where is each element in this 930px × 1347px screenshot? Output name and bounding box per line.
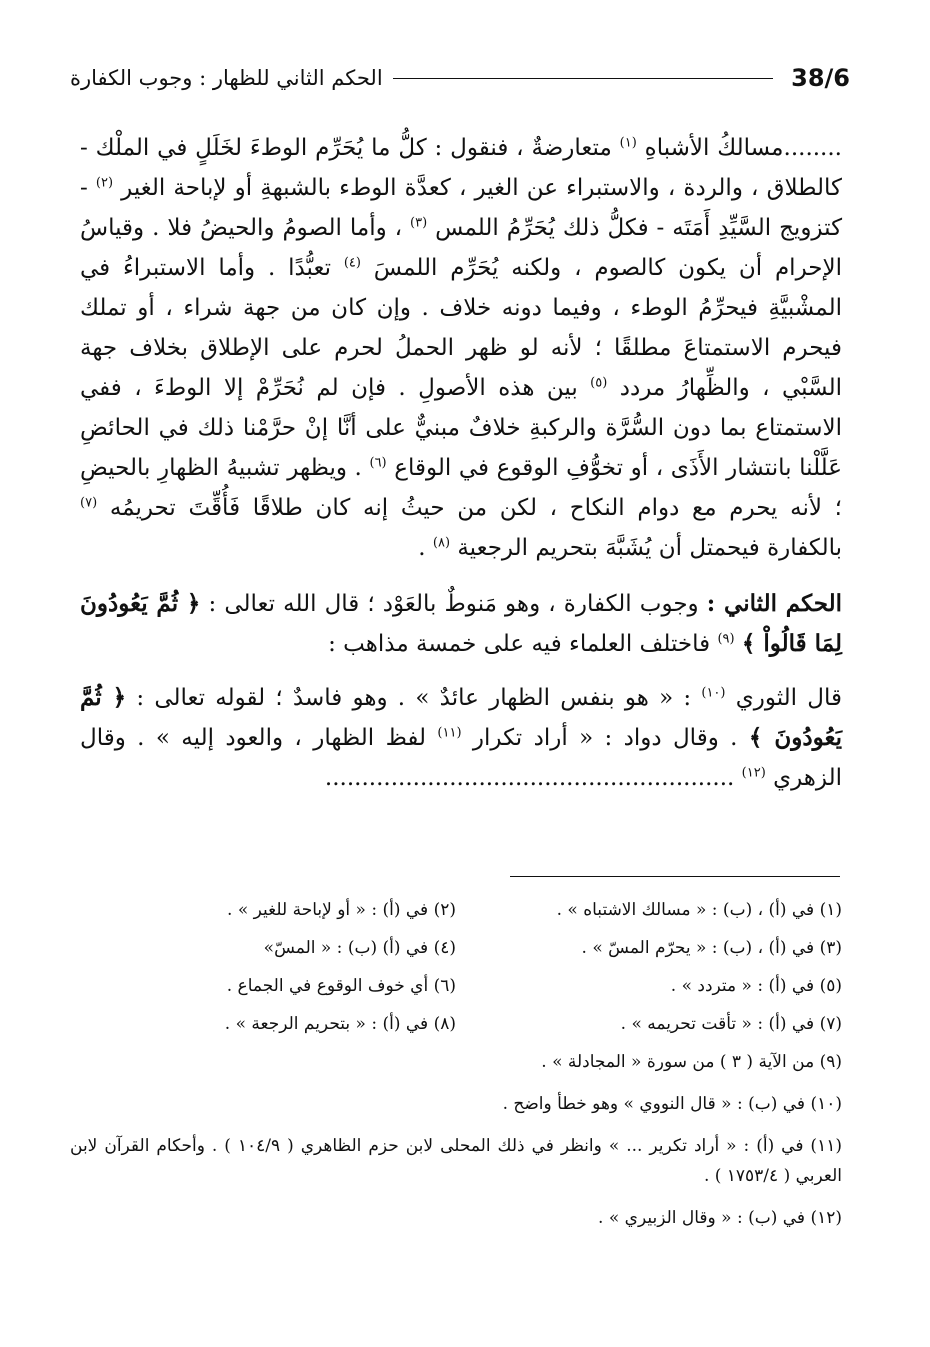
running-header [70, 58, 850, 98]
footnote-ref: (٩) [717, 631, 735, 647]
header-rule [393, 78, 773, 79]
footnote-ref: (٥) [590, 375, 608, 391]
footnote: (١٠) في (ب) : « قال النووي » وهو خطأ واضح . [502, 1094, 842, 1114]
text-run: متعارضةٌ ، فنقول : كلُّ ما يُحَرِّم الوطءَ لخَلَلٍ في الملْك - كالطلاق ، والردة ، والاستبراء عن الغير ، كعدَّة الوطء بالشبهةِ أو لإباحة الغير [80, 135, 842, 201]
text-run: بالكفارة فيحمتل أن يُشَبَّهَ بتحريم الرجعية [457, 535, 842, 561]
footnote-row [70, 1009, 842, 1039]
footnote-ref: (٢) [95, 175, 114, 191]
header-title: الحكم الثاني للظهار : وجوب الكفارة [70, 66, 383, 90]
text-run: : « هو بنفس الظهار عائدٌ » . وهو فاسدٌ ؛ لقوله تعالى : [136, 685, 692, 711]
paragraph-ruling [80, 584, 842, 664]
text-run: لفظ الظهار ، والعود إليه » . وقال الزهري [80, 725, 842, 791]
text-run: قال الثوري [735, 685, 842, 711]
footnote: (٥) في (أ) : « متردد » . [670, 976, 842, 996]
footnote-row [70, 971, 842, 1001]
footnote: (١) في (أ) ، (ب) : « مسالك الاشتباه » . [556, 900, 842, 920]
footnotes [70, 895, 842, 1245]
paragraph-opinions [80, 678, 842, 798]
footnote: (٦) أي خوف الوقوع في الجماع . [226, 976, 456, 996]
footnote: (٩) من الآية ( ٣ ) من سورة « المجادلة » . [541, 1052, 842, 1072]
ruling-label: الحكم الثاني : [706, 590, 843, 617]
text-run: فاختلف العلماء فيه على خمسة مذاهب : [328, 631, 711, 657]
text-run: . [418, 535, 426, 561]
footnote-ref: (١١) [437, 725, 462, 741]
footnote-ref: (٦) [369, 455, 387, 471]
text-run: . وقال دواد : « أراد تكرار [472, 725, 738, 751]
footnote: (٣) في (أ) ، (ب) : « يحرّم المسّ » . [581, 938, 842, 958]
text-run: وجوب الكفارة ، وهو مَنوطٌ بالعَوْد ؛ قال الله تعالى : [208, 591, 699, 617]
footnote-ref: (١) [619, 135, 637, 151]
footnote: (١١) في (أ) : « أراد تكرير ... » وانظر في ذلك المحلى لابن حزم الظاهري ( ١٠٤/٩ ) . وأحكام القرآن لابن العربي ( ١٧٥٣/٤ ) . [70, 1136, 842, 1186]
footnote: (٨) في (أ) : « بتحريم الرجعة » . [224, 1014, 456, 1034]
continuation-dots: ........................................................ [324, 765, 735, 791]
footnote-ref: (٧) [80, 495, 98, 511]
text-run: ........مسالكُ الأشباهِ [644, 135, 842, 161]
paragraph-main [80, 128, 842, 568]
body-text [80, 128, 842, 798]
footnote-row [70, 933, 842, 963]
text-run: . ويظهر تشبيهُ الظهارِ بالحيضِ ؛ لأنه يحرم مع دوام النكاح ، لكن من حيثُ إنه كان طلاقًا فَأُقِّتَ تحريمُه [80, 455, 842, 521]
footnote: (٢) في (أ) : « أو لإباحة للغير » . [227, 900, 456, 920]
quran-verse: ﴿ ثُمَّ يَعُودُونَ لِمَا قَالُواْ ﴾ [80, 590, 842, 657]
footnote-ref: (٤) [343, 255, 361, 271]
footnote: (٧) في (أ) : « تأقت تحريمه » . [620, 1014, 842, 1034]
footnote-ref: (١٠) [701, 685, 726, 701]
text-run: بين هذه الأصولِ . فإن لم نُحَرِّمْ إلا الوطءَ ، ففي الاستمتاع بما دون السُّرَّة والركبةِ خلافٌ مبنيٌّ على أنَّا إنْ حرَّمْنا ذلك في الحائضِ عَلَّلْنا بانتشار الأَذَى ، أو تخوُّفِ الوقوع في الوقاع [80, 375, 843, 481]
footnote-separator [510, 876, 840, 877]
text-run: ، وأما الصومُ والحيضُ فلا . وقياسُ الإحرام أن يكون كالصوم ، ولكنه يُحَرِّم اللمسَ [80, 215, 842, 281]
footnote-row [70, 895, 842, 925]
quran-verse: ﴿ ثُمَّ يَعُودُونَ ﴾ [80, 684, 843, 751]
footnote-ref: (٣) [410, 215, 428, 231]
footnote: (١٢) في (ب) : « وقال الزبيري » . [598, 1208, 842, 1228]
page-number: 38/6 [791, 64, 850, 92]
footnote-ref: (٨) [432, 535, 451, 551]
footnote: (٤) في (أ) (ب) : « المسّ» [263, 938, 456, 958]
text-run: - كتزويج السَّيِّدِ أَمَتَه - فكلُّ ذلك يُحَرِّمُ اللمس [80, 175, 843, 241]
footnote-ref: (١٢) [741, 765, 766, 781]
text-run: تعبُّدًا . وأما الاستبراءُ في المشْبيَّةِ فيحرِّمُ الوطء ، وفيما دونه خلاف . وإن كان من جهة شراء ، أو تملك فيحرم الاستمتاعَ مطلقًا ؛ لأنه لو ظهر الحملُ لحرم على الإطلاق بخلاف جهة السَّبْي ، والظِّهارُ مردد [80, 255, 843, 401]
